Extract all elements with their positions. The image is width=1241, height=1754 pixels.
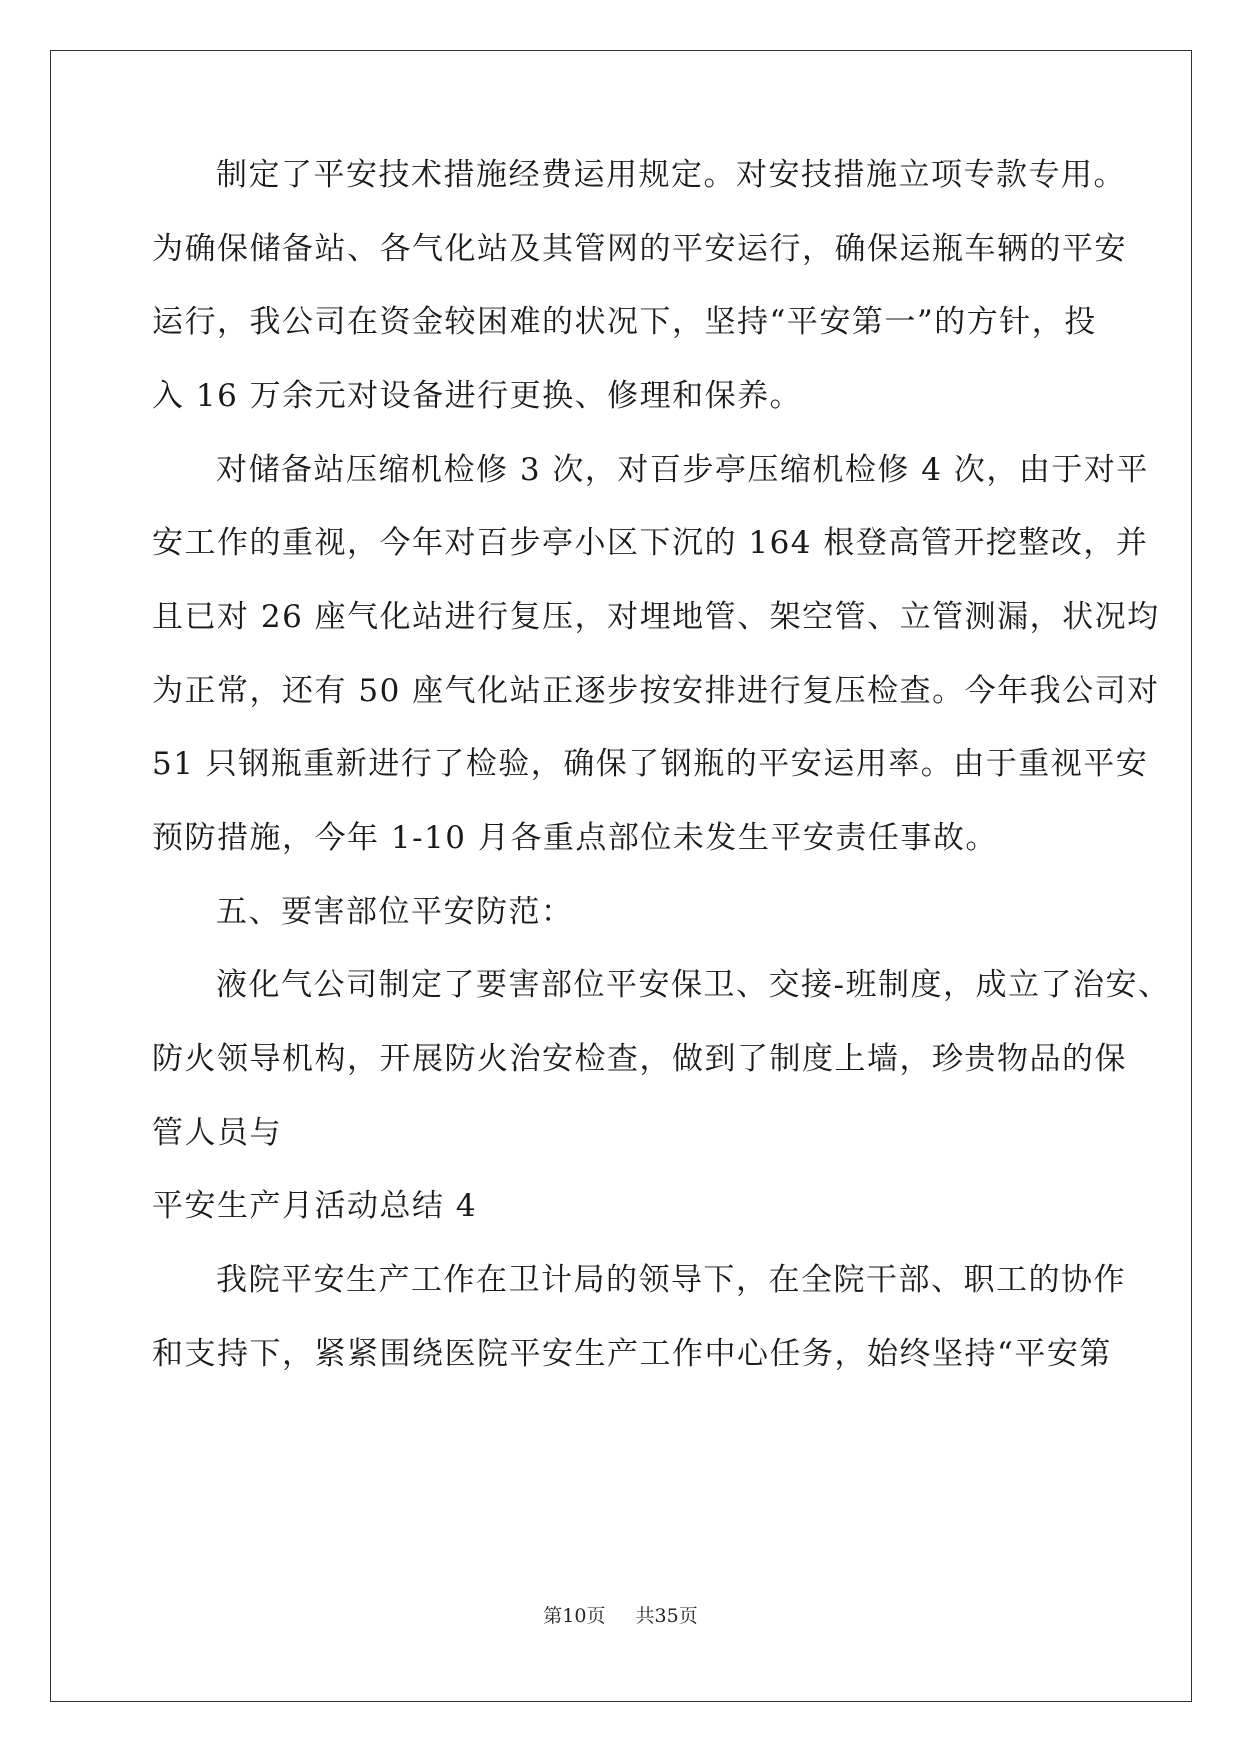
paragraph-line: 我院平安生产工作在卫计局的领导下，在全院干部、职工的协作 [216, 1262, 1126, 1298]
paragraph-line: 运行，我公司在资金较困难的状况下，坚持“平安第一”的方针，投 [152, 304, 1097, 340]
document-title: 平安生产月活动总结 4 [152, 1188, 478, 1224]
paragraph-line: 管人员与 [152, 1115, 282, 1151]
page-border [50, 50, 1192, 1702]
section-heading: 五、要害部位平安防范： [216, 894, 574, 930]
paragraph-line: 和支持下，紧紧围绕医院平安生产工作中心任务，始终坚持“平安第 [152, 1336, 1112, 1372]
page-total: 共35页 [635, 1605, 698, 1627]
paragraph-line: 制定了平安技术措施经费运用规定。对安技措施立项专款专用。 [216, 157, 1126, 193]
paragraph-line: 防火领导机构，开展防火治安检查，做到了制度上墙，珍贵物品的保 [152, 1041, 1127, 1077]
paragraph-line: 为正常，还有 50 座气化站正逐步按安排进行复压检查。今年我公司对 [152, 673, 1160, 709]
paragraph-line: 51 只钢瓶重新进行了检验，确保了钢瓶的平安运用率。由于重视平安 [152, 746, 1149, 782]
paragraph-line: 且已对 26 座气化站进行复压，对埋地管、架空管、立管测漏，状况均 [152, 599, 1160, 635]
paragraph-line: 预防措施，今年 1-10 月各重点部位未发生平安责任事故。 [152, 820, 998, 856]
page-number: 第10页 [543, 1605, 606, 1627]
paragraph-line: 对储备站压缩机检修 3 次，对百步亭压缩机检修 4 次，由于对平 [216, 452, 1149, 488]
paragraph-line: 为确保储备站、各气化站及其管网的平安运行，确保运瓶车辆的平安 [152, 231, 1127, 267]
paragraph-line: 入 16 万余元对设备进行更换、修理和保养。 [152, 378, 803, 414]
page-footer [0, 1604, 1241, 1628]
paragraph-line: 液化气公司制定了要害部位平安保卫、交接-班制度，成立了治安、 [216, 967, 1171, 1003]
paragraph-line: 安工作的重视，今年对百步亭小区下沉的 164 根登高管开挖整改，并 [152, 525, 1149, 561]
